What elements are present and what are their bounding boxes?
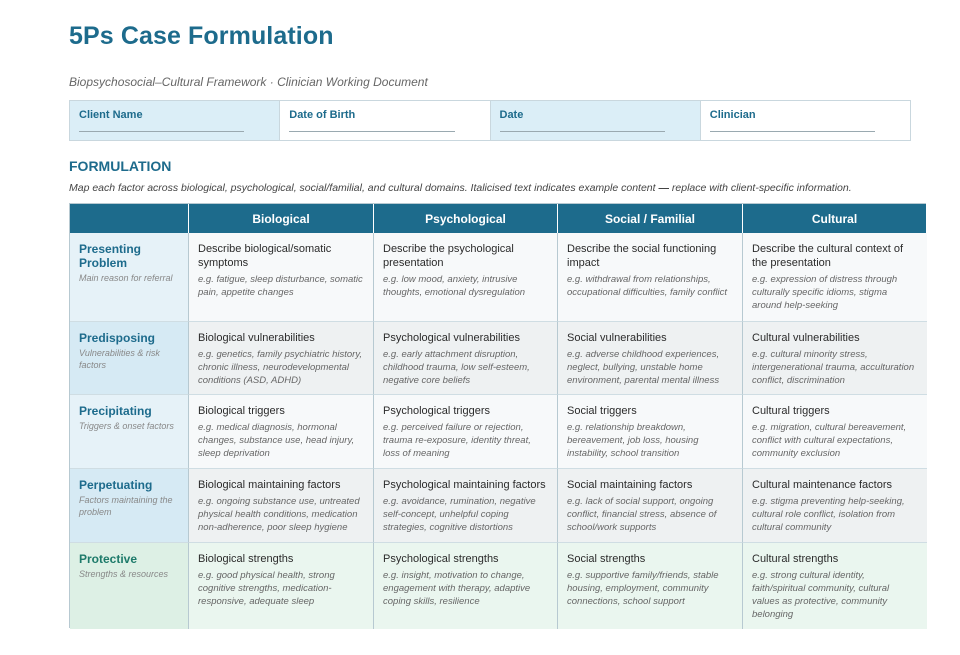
cell-main-text: Psychological triggers (383, 405, 490, 417)
cell-main-text: Biological vulnerabilities (198, 332, 315, 344)
cell-protective-cultural[interactable] (743, 543, 927, 629)
cell-example-text: e.g. fatigue, sleep disturbance, somatic pain, appetite changes (198, 274, 363, 298)
row-subtitle: Factors maintaining the problem (79, 495, 173, 517)
row-subtitle: Vulnerabilities & risk factors (79, 348, 160, 370)
cell-perpetuating-biological[interactable] (189, 469, 374, 543)
cell-example-text: e.g. migration, cultural bereavement, conflict with cultural expectations, community exclusion (752, 422, 907, 459)
cell-example-text: e.g. stigma preventing help-seeking, cultural role conflict, isolation from cultural community (752, 496, 905, 533)
cell-main-text: Describe the cultural context of the presentation (752, 243, 904, 269)
column-header-psychological: Psychological (374, 204, 558, 233)
cell-example-text: e.g. early attachment disruption, childhood trauma, low self-esteem, negative core beliefs (383, 349, 530, 386)
formulation-description-tail: replace with client-specific information. (671, 182, 852, 194)
table-corner (70, 204, 189, 233)
client-name-line (79, 131, 244, 132)
cell-main-text: Social strengths (567, 553, 646, 565)
cell-example-text: e.g. low mood, anxiety, intrusive thoughts, emotional dysregulation (383, 274, 526, 298)
cell-example-text: e.g. supportive family/friends, stable housing, employment, community connections, school support (567, 570, 719, 607)
cell-predisposing-psychological[interactable] (374, 322, 558, 395)
formulation-table (69, 203, 926, 628)
clinician-line (710, 131, 875, 132)
cell-precipitating-cultural[interactable] (743, 395, 927, 469)
cell-main-text: Psychological strengths (383, 553, 499, 565)
cell-predisposing-social[interactable] (558, 322, 743, 395)
cell-main-text: Describe the psychological presentation (383, 243, 514, 269)
cell-main-text: Social vulnerabilities (567, 332, 667, 344)
clinician-field[interactable] (701, 101, 910, 140)
row-subtitle: Strengths & resources (79, 569, 169, 579)
row-label-predisposing (70, 322, 189, 395)
cell-example-text: e.g. relationship breakdown, bereavement, job loss, housing instability, school transition (567, 422, 699, 459)
formulation-heading: FORMULATION (69, 158, 172, 174)
cell-main-text: Describe the social functioning impact (567, 243, 717, 269)
column-header-social-familial: Social / Familial (558, 204, 743, 233)
date-label: Date (499, 109, 524, 121)
row-label-perpetuating (70, 469, 189, 543)
row-label-precipitating (70, 395, 189, 469)
cell-predisposing-cultural[interactable] (743, 322, 927, 395)
date-of-birth-label: Date of Birth (289, 109, 356, 121)
cell-main-text: Social maintaining factors (567, 479, 693, 491)
cell-main-text: Psychological vulnerabilities (383, 332, 520, 344)
cell-example-text: e.g. perceived failure or rejection, trauma re-exposure, identity threat, loss of meaning (383, 422, 531, 459)
cell-main-text: Cultural vulnerabilities (752, 332, 860, 344)
row-title: Precipitating (79, 404, 152, 418)
client-info-bar (69, 100, 911, 141)
cell-presenting-psychological[interactable] (374, 233, 558, 322)
cell-presenting-social[interactable] (558, 233, 743, 322)
cell-example-text: e.g. medical diagnosis, hormonal changes, substance use, head injury, sleep deprivation (198, 422, 355, 459)
formulation-description-text: Map each factor across biological, psychological, social/familial, and cultural domains. Italicised text indicates example content (69, 182, 656, 194)
row-title: Protective (79, 552, 138, 566)
row-subtitle: Main reason for referral (79, 273, 173, 283)
cell-perpetuating-psychological[interactable] (374, 469, 558, 543)
cell-main-text: Cultural strengths (752, 553, 839, 565)
date-field[interactable] (491, 101, 701, 140)
formulation-dash: — (658, 182, 669, 194)
row-label-presenting-problem (70, 233, 189, 322)
cell-predisposing-biological[interactable] (189, 322, 374, 395)
cell-precipitating-biological[interactable] (189, 395, 374, 469)
client-name-field[interactable] (70, 101, 280, 140)
row-title: Presenting Problem (79, 242, 142, 270)
cell-example-text: e.g. genetics, family psychiatric history, chronic illness, neurodevelopmental conditions (ASD, ADHD) (198, 349, 363, 386)
cell-precipitating-psychological[interactable] (374, 395, 558, 469)
cell-example-text: e.g. adverse childhood experiences, neglect, bullying, unstable home environment, parental mental illness (567, 349, 720, 386)
cell-example-text: e.g. ongoing substance use, untreated physical health conditions, medication non-adherence, poor sleep hygiene (198, 496, 360, 533)
page-subtitle: Biopsychosocial–Cultural Framework · Clinician Working Document (69, 75, 428, 89)
cell-main-text: Biological strengths (198, 553, 294, 565)
cell-protective-biological[interactable] (189, 543, 374, 629)
date-of-birth-line (289, 131, 454, 132)
cell-main-text: Describe biological/somatic symptoms (198, 243, 332, 269)
page-title: 5Ps Case Formulation (69, 22, 334, 50)
row-subtitle: Triggers & onset factors (79, 421, 174, 431)
cell-perpetuating-cultural[interactable] (743, 469, 927, 543)
cell-perpetuating-social[interactable] (558, 469, 743, 543)
cell-example-text: e.g. good physical health, strong cognitive strengths, medication-responsive, adequate sleep (198, 570, 335, 607)
cell-main-text: Cultural maintenance factors (752, 479, 893, 491)
row-label-protective (70, 543, 189, 629)
date-of-birth-field[interactable] (280, 101, 490, 140)
cell-main-text: Biological triggers (198, 405, 285, 417)
cell-example-text: e.g. withdrawal from relationships, occupational difficulties, family conflict (567, 274, 727, 298)
row-title: Predisposing (79, 331, 156, 345)
cell-protective-social[interactable] (558, 543, 743, 629)
date-line (500, 131, 665, 132)
cell-presenting-biological[interactable] (189, 233, 374, 322)
cell-example-text: e.g. avoidance, rumination, negative self-concept, unhelpful coping strategies, cognitive distortions (383, 496, 536, 533)
cell-example-text: e.g. cultural minority stress, intergenerational trauma, acculturation conflict, discrimination (752, 349, 915, 386)
cell-main-text: Social triggers (567, 405, 637, 417)
cell-presenting-cultural[interactable] (743, 233, 927, 322)
column-header-cultural: Cultural (743, 204, 927, 233)
cell-example-text: e.g. strong cultural identity, faith/spiritual community, cultural values as protective, community belonging (752, 570, 890, 620)
row-title: Perpetuating (79, 478, 153, 492)
cell-main-text: Biological maintaining factors (198, 479, 341, 491)
cell-main-text: Cultural triggers (752, 405, 830, 417)
client-name-label: Client Name (79, 109, 143, 121)
cell-example-text: e.g. expression of distress through culturally specific idioms, stigma around help-seeking (752, 274, 898, 311)
clinician-label: Clinician (709, 109, 756, 121)
column-header-biological: Biological (189, 204, 374, 233)
cell-protective-psychological[interactable] (374, 543, 558, 629)
cell-example-text: e.g. insight, motivation to change, engagement with therapy, adaptive coping skills, resilience (383, 570, 531, 607)
cell-main-text: Psychological maintaining factors (383, 479, 546, 491)
formulation-description (69, 182, 852, 194)
cell-example-text: e.g. lack of social support, ongoing conflict, financial stress, absence of school/work supports (567, 496, 717, 533)
cell-precipitating-social[interactable] (558, 395, 743, 469)
